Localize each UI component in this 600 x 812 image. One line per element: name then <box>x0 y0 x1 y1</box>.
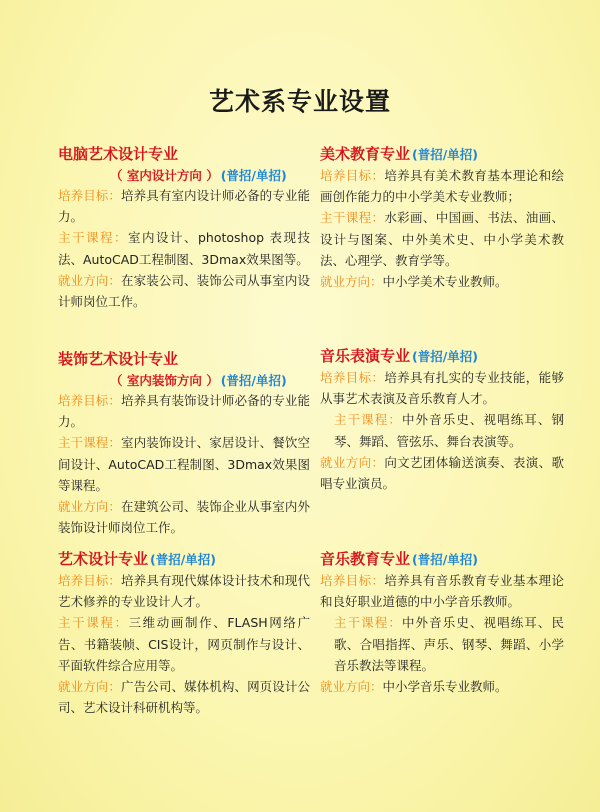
goal-text: 培养具有扎实的专业技能，能够从事艺术表演及音乐教育人才。 <box>320 370 564 407</box>
page-title: 艺术系专业设置 <box>208 87 391 116</box>
courses-text: 中外音乐史、视唱练耳、钢琴、舞蹈、管弦乐、舞台表演等。 <box>334 412 564 449</box>
major-direction: （ 室内设计方向 ） <box>110 168 219 183</box>
goal-text: 培养具有现代媒体设计技术和现代艺术修养的专业设计人才。 <box>58 573 310 610</box>
career-label: 就业方向： <box>320 454 385 470</box>
goal-paragraph <box>320 367 564 409</box>
goal-paragraph <box>58 570 310 612</box>
courses-paragraph <box>58 612 310 676</box>
career-text: 中小学音乐专业教师。 <box>382 679 508 695</box>
courses-paragraph <box>320 207 564 271</box>
career-text: 在家装公司、装饰公司从事室内设计师岗位工作。 <box>58 272 310 310</box>
courses-paragraph <box>58 227 310 269</box>
enrollment-tag: (普招/单招) <box>412 552 479 567</box>
career-label: 就业方向： <box>58 272 122 288</box>
enrollment-tag: (普招/单招) <box>220 373 287 388</box>
career-paragraph <box>320 271 564 292</box>
enrollment-tag: (普招/单招) <box>412 147 479 162</box>
section-header <box>58 348 310 370</box>
courses-text: 室内设计、photoshop 表现技法、AutoCAD工程制图、3Dmax效果图等。 <box>58 230 310 267</box>
section-decorative-art-design <box>58 348 310 538</box>
career-text: 中小学美术专业教师。 <box>382 274 508 290</box>
courses-label: 主干课程： <box>58 435 122 451</box>
major-name: 装饰艺术设计专业 <box>58 350 179 368</box>
section-header <box>320 143 564 165</box>
section-music-performance <box>320 345 564 494</box>
career-label: 就业方向： <box>320 274 383 290</box>
goal-paragraph <box>58 390 310 432</box>
enrollment-tag: (普招/单招) <box>220 168 287 183</box>
courses-label: 主干课程： <box>58 615 129 631</box>
major-direction: （ 室内装饰方向 ） <box>110 373 219 388</box>
courses-label: 主干课程： <box>334 615 402 631</box>
goal-label: 培养目标： <box>320 573 385 588</box>
career-label: 就业方向： <box>58 679 122 695</box>
career-text: 广告公司、媒体机构、网页设计公司、艺术设计科研机构等。 <box>58 679 310 716</box>
enrollment-tag: (普招/单招) <box>412 349 479 364</box>
career-paragraph <box>58 676 310 718</box>
goal-label: 培养目标： <box>58 188 122 203</box>
goal-paragraph <box>58 185 310 227</box>
section-art-education <box>320 143 564 292</box>
courses-text: 室内装饰设计、家居设计、餐饮空间设计、AutoCAD工程制图、3Dmax效果图等课程。 <box>58 435 310 493</box>
sub-header <box>58 165 310 185</box>
career-text: 向文艺团体输送演奏、表演、歌唱专业演员。 <box>320 454 564 492</box>
goal-text: 培养具有音乐教育专业基本理论和良好职业道德的中小学音乐教师。 <box>320 573 564 610</box>
section-art-design <box>58 548 310 718</box>
enrollment-tag: (普招/单招) <box>150 552 217 567</box>
career-paragraph <box>58 270 310 312</box>
courses-text: 三维动画制作、FLASH网络广告、书籍装帧、CIS设计，网页制作与设计、平面软件综合应用等。 <box>58 615 310 673</box>
career-text: 在建筑公司、装饰企业从事室内外装饰设计师岗位工作。 <box>58 499 310 536</box>
courses-text: 中外音乐史、视唱练耳、民歌、合唱指挥、声乐、钢琴、舞蹈、小学音乐教法等课程。 <box>334 615 564 673</box>
major-name: 音乐表演专业 <box>320 347 411 365</box>
courses-paragraph <box>58 432 310 496</box>
courses-text: 水彩画、中国画、书法、油画、设计与图案、中外美术史、中小学美术教法、心理学、教育学等。 <box>320 210 564 268</box>
career-paragraph <box>320 452 564 494</box>
career-label: 就业方向： <box>58 499 122 515</box>
major-name: 音乐教育专业 <box>320 550 411 568</box>
goal-label: 培养目标： <box>320 168 385 183</box>
goal-paragraph <box>320 570 564 612</box>
goal-label: 培养目标： <box>58 573 122 588</box>
courses-label: 主干课程： <box>334 412 402 428</box>
career-label: 就业方向： <box>320 679 383 695</box>
goal-text: 培养具有室内设计师必备的专业能力。 <box>58 188 310 225</box>
goal-label: 培养目标： <box>58 393 122 408</box>
courses-label: 主干课程： <box>58 230 128 246</box>
courses-label: 主干课程： <box>320 210 385 226</box>
section-header <box>58 548 310 570</box>
sub-header <box>58 370 310 390</box>
courses-paragraph <box>320 409 564 451</box>
major-name: 电脑艺术设计专业 <box>58 145 179 163</box>
goal-paragraph <box>320 165 564 207</box>
goal-text: 培养具有装饰设计师必备的专业能力。 <box>58 393 310 430</box>
section-music-education <box>320 548 564 697</box>
career-paragraph <box>320 676 564 697</box>
section-computer-art-design <box>58 143 310 312</box>
goal-text: 培养具有美术教育基本理论和绘画创作能力的中小学美术专业教师； <box>320 168 564 205</box>
career-paragraph <box>58 496 310 538</box>
section-header <box>320 345 564 367</box>
courses-paragraph <box>320 612 564 676</box>
section-header <box>320 548 564 570</box>
major-name: 美术教育专业 <box>320 145 411 163</box>
section-header <box>58 143 310 165</box>
major-name: 艺术设计专业 <box>58 550 149 568</box>
goal-label: 培养目标： <box>320 370 385 385</box>
